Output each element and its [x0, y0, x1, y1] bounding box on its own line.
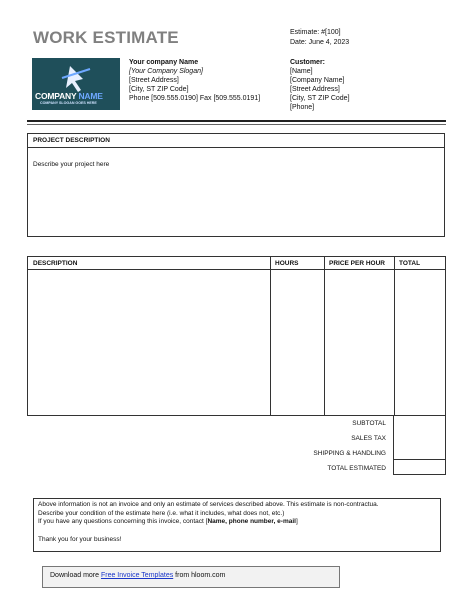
company-logo — [32, 58, 120, 110]
thank-you-text: Thank you for your business! — [38, 535, 122, 543]
project-description-heading: PROJECT DESCRIPTION — [28, 134, 444, 148]
customer-company: [Company Name] — [290, 77, 345, 84]
estimate-number: Estimate: #[100] — [290, 29, 341, 36]
column-divider — [270, 257, 271, 415]
totals-value-column — [393, 415, 446, 475]
company-info — [129, 58, 260, 103]
customer-info — [290, 58, 350, 112]
column-header-total: TOTAL — [399, 260, 421, 267]
column-header-description: DESCRIPTION — [33, 260, 78, 267]
estimate-date: Date: June 4, 2023 — [290, 39, 350, 46]
footer-banner — [42, 566, 340, 588]
document-title: WORK ESTIMATE — [33, 28, 179, 47]
footer-suffix: from hloom.com — [173, 572, 226, 579]
free-invoice-templates-link[interactable]: Free Invoice Templates — [100, 572, 174, 579]
company-phone-fax: Phone [509.555.0190] Fax [509.555.0191] — [129, 95, 261, 102]
customer-heading: Customer: — [290, 59, 326, 66]
subtotal-label: SUBTOTAL — [352, 420, 386, 427]
company-street: [Street Address] — [129, 77, 179, 84]
notes-line-2: Describe your condition of the estimate here (i.e. what it includes, what does not, etc.) — [38, 509, 285, 517]
project-description-text[interactable]: Describe your project here — [33, 161, 110, 168]
company-heading: Your company Name — [129, 59, 199, 66]
estimate-table — [27, 256, 446, 416]
divider-thin — [27, 124, 446, 125]
column-divider — [394, 257, 395, 415]
notes-line-3: If you have any questions concerning this invoice, contact [Name, phone number, e-mail] — [38, 518, 298, 525]
column-header-hours: HOURS — [275, 260, 299, 267]
company-slogan: [Your Company Slogan] — [129, 68, 203, 75]
column-divider — [324, 257, 325, 415]
column-header-price-per-hour: PRICE PER HOUR — [329, 260, 385, 267]
customer-street: [Street Address] — [290, 86, 340, 93]
footer-prefix: Download more — [50, 572, 101, 579]
customer-phone: [Phone] — [290, 104, 315, 111]
divider-thick — [27, 120, 446, 122]
notes-box — [33, 498, 441, 552]
table-header — [28, 257, 445, 270]
notes-line-1: Above information is not an invoice and only an estimate of services described above. This estimate is non-contractua. — [38, 501, 379, 508]
total-estimated-label: TOTAL ESTIMATED — [327, 465, 386, 472]
project-description-box — [27, 133, 445, 237]
customer-name: [Name] — [290, 68, 313, 75]
logo-slogan: COMPANY SLOGAN GOES HERE — [40, 101, 97, 105]
company-city: [City, ST ZIP Code] — [129, 86, 189, 93]
sales-tax-label: SALES TAX — [351, 435, 386, 442]
total-row-divider — [394, 459, 445, 460]
shipping-handling-label: SHIPPING & HANDLING — [313, 450, 386, 457]
logo-company-name: COMPANY NAME — [35, 91, 103, 101]
estimate-meta — [290, 28, 349, 48]
customer-city: [City, ST ZIP Code] — [290, 95, 350, 102]
